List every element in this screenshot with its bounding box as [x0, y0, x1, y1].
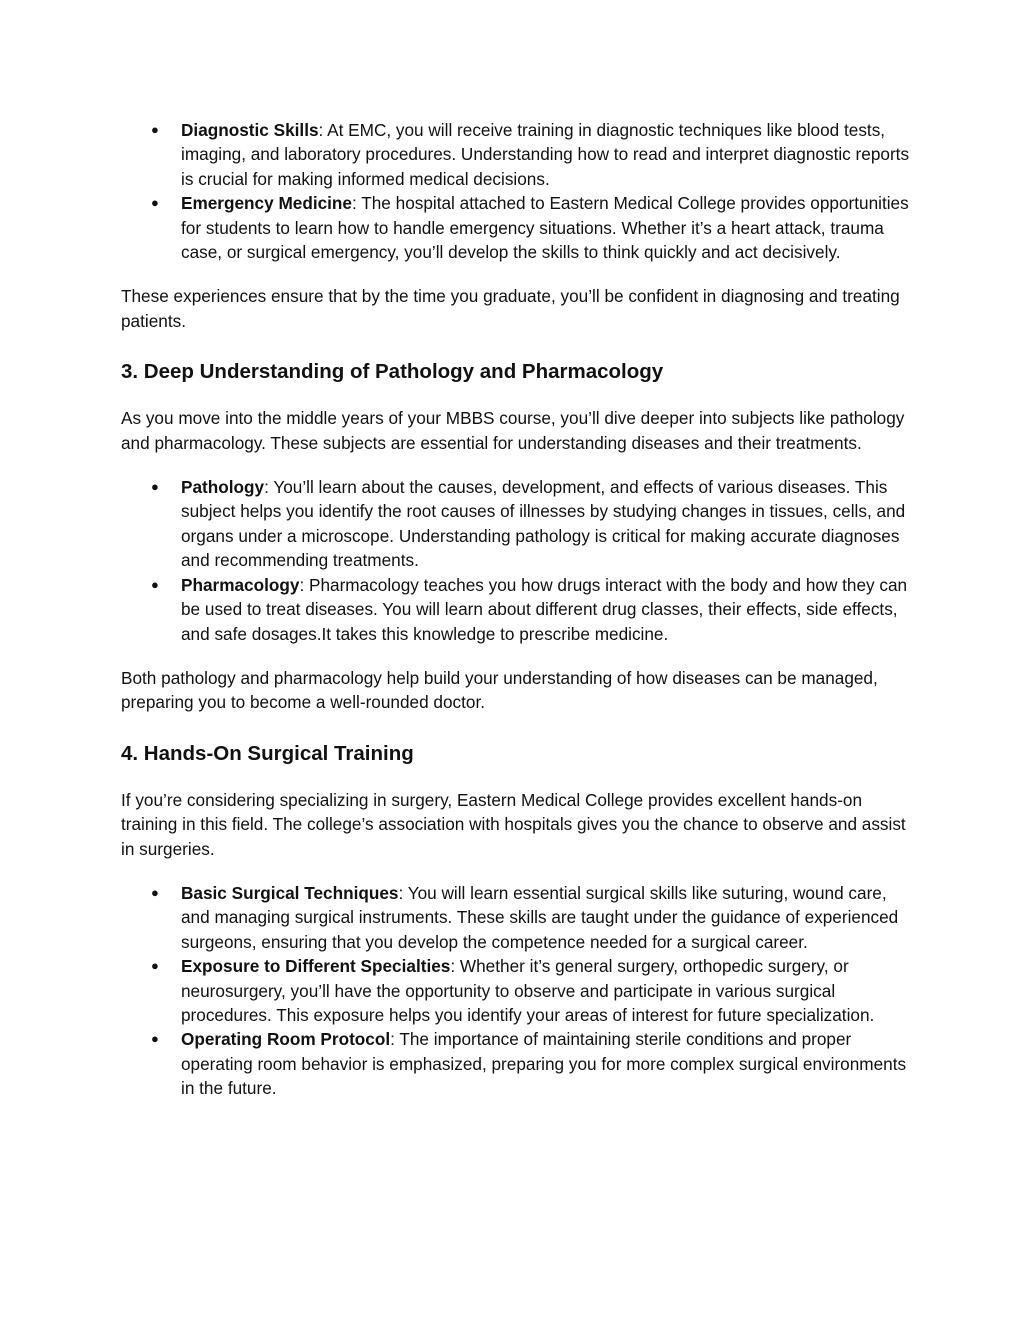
bullet-icon: ● [151, 479, 159, 495]
list-item [121, 191, 911, 264]
paragraph: If you’re considering specializing in surgery, Eastern Medical College provides excellent hands-on training in this field. The college’s association with hospitals gives you the chance to observe and assist in surgeries. [121, 789, 906, 859]
list-item-text: : The hospital attached to Eastern Medical College provides opportunities for students to learn how to handle emergency situations. Whether it’s a heart attack, trauma case, or surgical emergency, you’ll develop the skills to think quickly and act decisively. [181, 193, 909, 263]
document-page [121, 118, 911, 1101]
bullet-icon: ● [151, 1031, 159, 1047]
paragraph: These experiences ensure that by the time you graduate, you’ll be confident in diagnosing and treating patients. [121, 286, 900, 331]
bullet-icon: ● [151, 195, 159, 211]
list-item-text: : The importance of maintaining sterile conditions and proper operating room behavior is emphasized, preparing you for more complex surgical environments in the future. [181, 1029, 907, 1099]
list-item-term: Operating Room Protocol [181, 1029, 391, 1050]
list-item [121, 1027, 911, 1100]
paragraph: As you move into the middle years of your MBBS course, you’ll dive deeper into subjects like pathology and pharmacology. These subjects are essential for understanding diseases and their treatments. [121, 408, 905, 453]
list-item [121, 573, 911, 646]
bullet-icon: ● [151, 122, 159, 137]
list-item-text: : Whether it’s general surgery, orthopedic surgery, or neurosurgery, you’ll have the opportunity to observe and participate in various surgical procedures. This exposure helps you identify your areas of interest for future specialization. [181, 956, 875, 1025]
bullet-icon: ● [151, 576, 159, 592]
section-heading: 3. Deep Understanding of Pathology and Pharmacology [121, 360, 664, 384]
section-heading: 4. Hands-On Surgical Training [121, 741, 414, 765]
list-item-text: : You will learn essential surgical skills like suturing, wound care, and managing surgical instruments. These skills are taught under the guidance of experienced surgeons, ensuring that you develop the competence needed for a surgical career. [181, 882, 899, 952]
bullet-icon: ● [151, 884, 159, 900]
list-item-term: Emergency Medicine [181, 193, 352, 214]
list-item-term: Pharmacology [181, 574, 300, 595]
list-item-text: : At EMC, you will receive training in diagnostic techniques like blood tests, imaging, and laboratory procedures. Understanding how to read and interpret diagnostic reports is crucial for making informed medical decisions. [181, 120, 910, 189]
list-item-term: Pathology [181, 477, 265, 498]
list-item-text: : You’ll learn about the causes, development, and effects of various diseases. This subject helps you identify the root causes of illnesses by studying changes in tissues, cells, and organs under a microscope. Understanding pathology is critical for making accurate diagnoses and recommending treatments. [181, 477, 906, 571]
paragraph: Both pathology and pharmacology help build your understanding of how diseases can be managed, preparing you to become a well-rounded doctor. [121, 667, 878, 713]
list-item [121, 881, 911, 954]
list-item-term: Diagnostic Skills [181, 120, 319, 140]
list-item [121, 954, 911, 1027]
list-item-text: : Pharmacology teaches you how drugs interact with the body and how they can be used to treat diseases. You will learn about different drug classes, their effects, side effects, and safe dosages.It takes this knowledge to prescribe medicine. [181, 574, 908, 644]
list-item-term: Basic Surgical Techniques [181, 882, 399, 903]
bullet-icon: ● [151, 958, 159, 974]
bullet-list [121, 118, 911, 264]
bullet-list [121, 475, 911, 646]
list-item [121, 118, 911, 191]
list-item [121, 475, 911, 573]
bullet-list [121, 881, 911, 1101]
list-item-term: Exposure to Different Specialties [181, 956, 451, 977]
